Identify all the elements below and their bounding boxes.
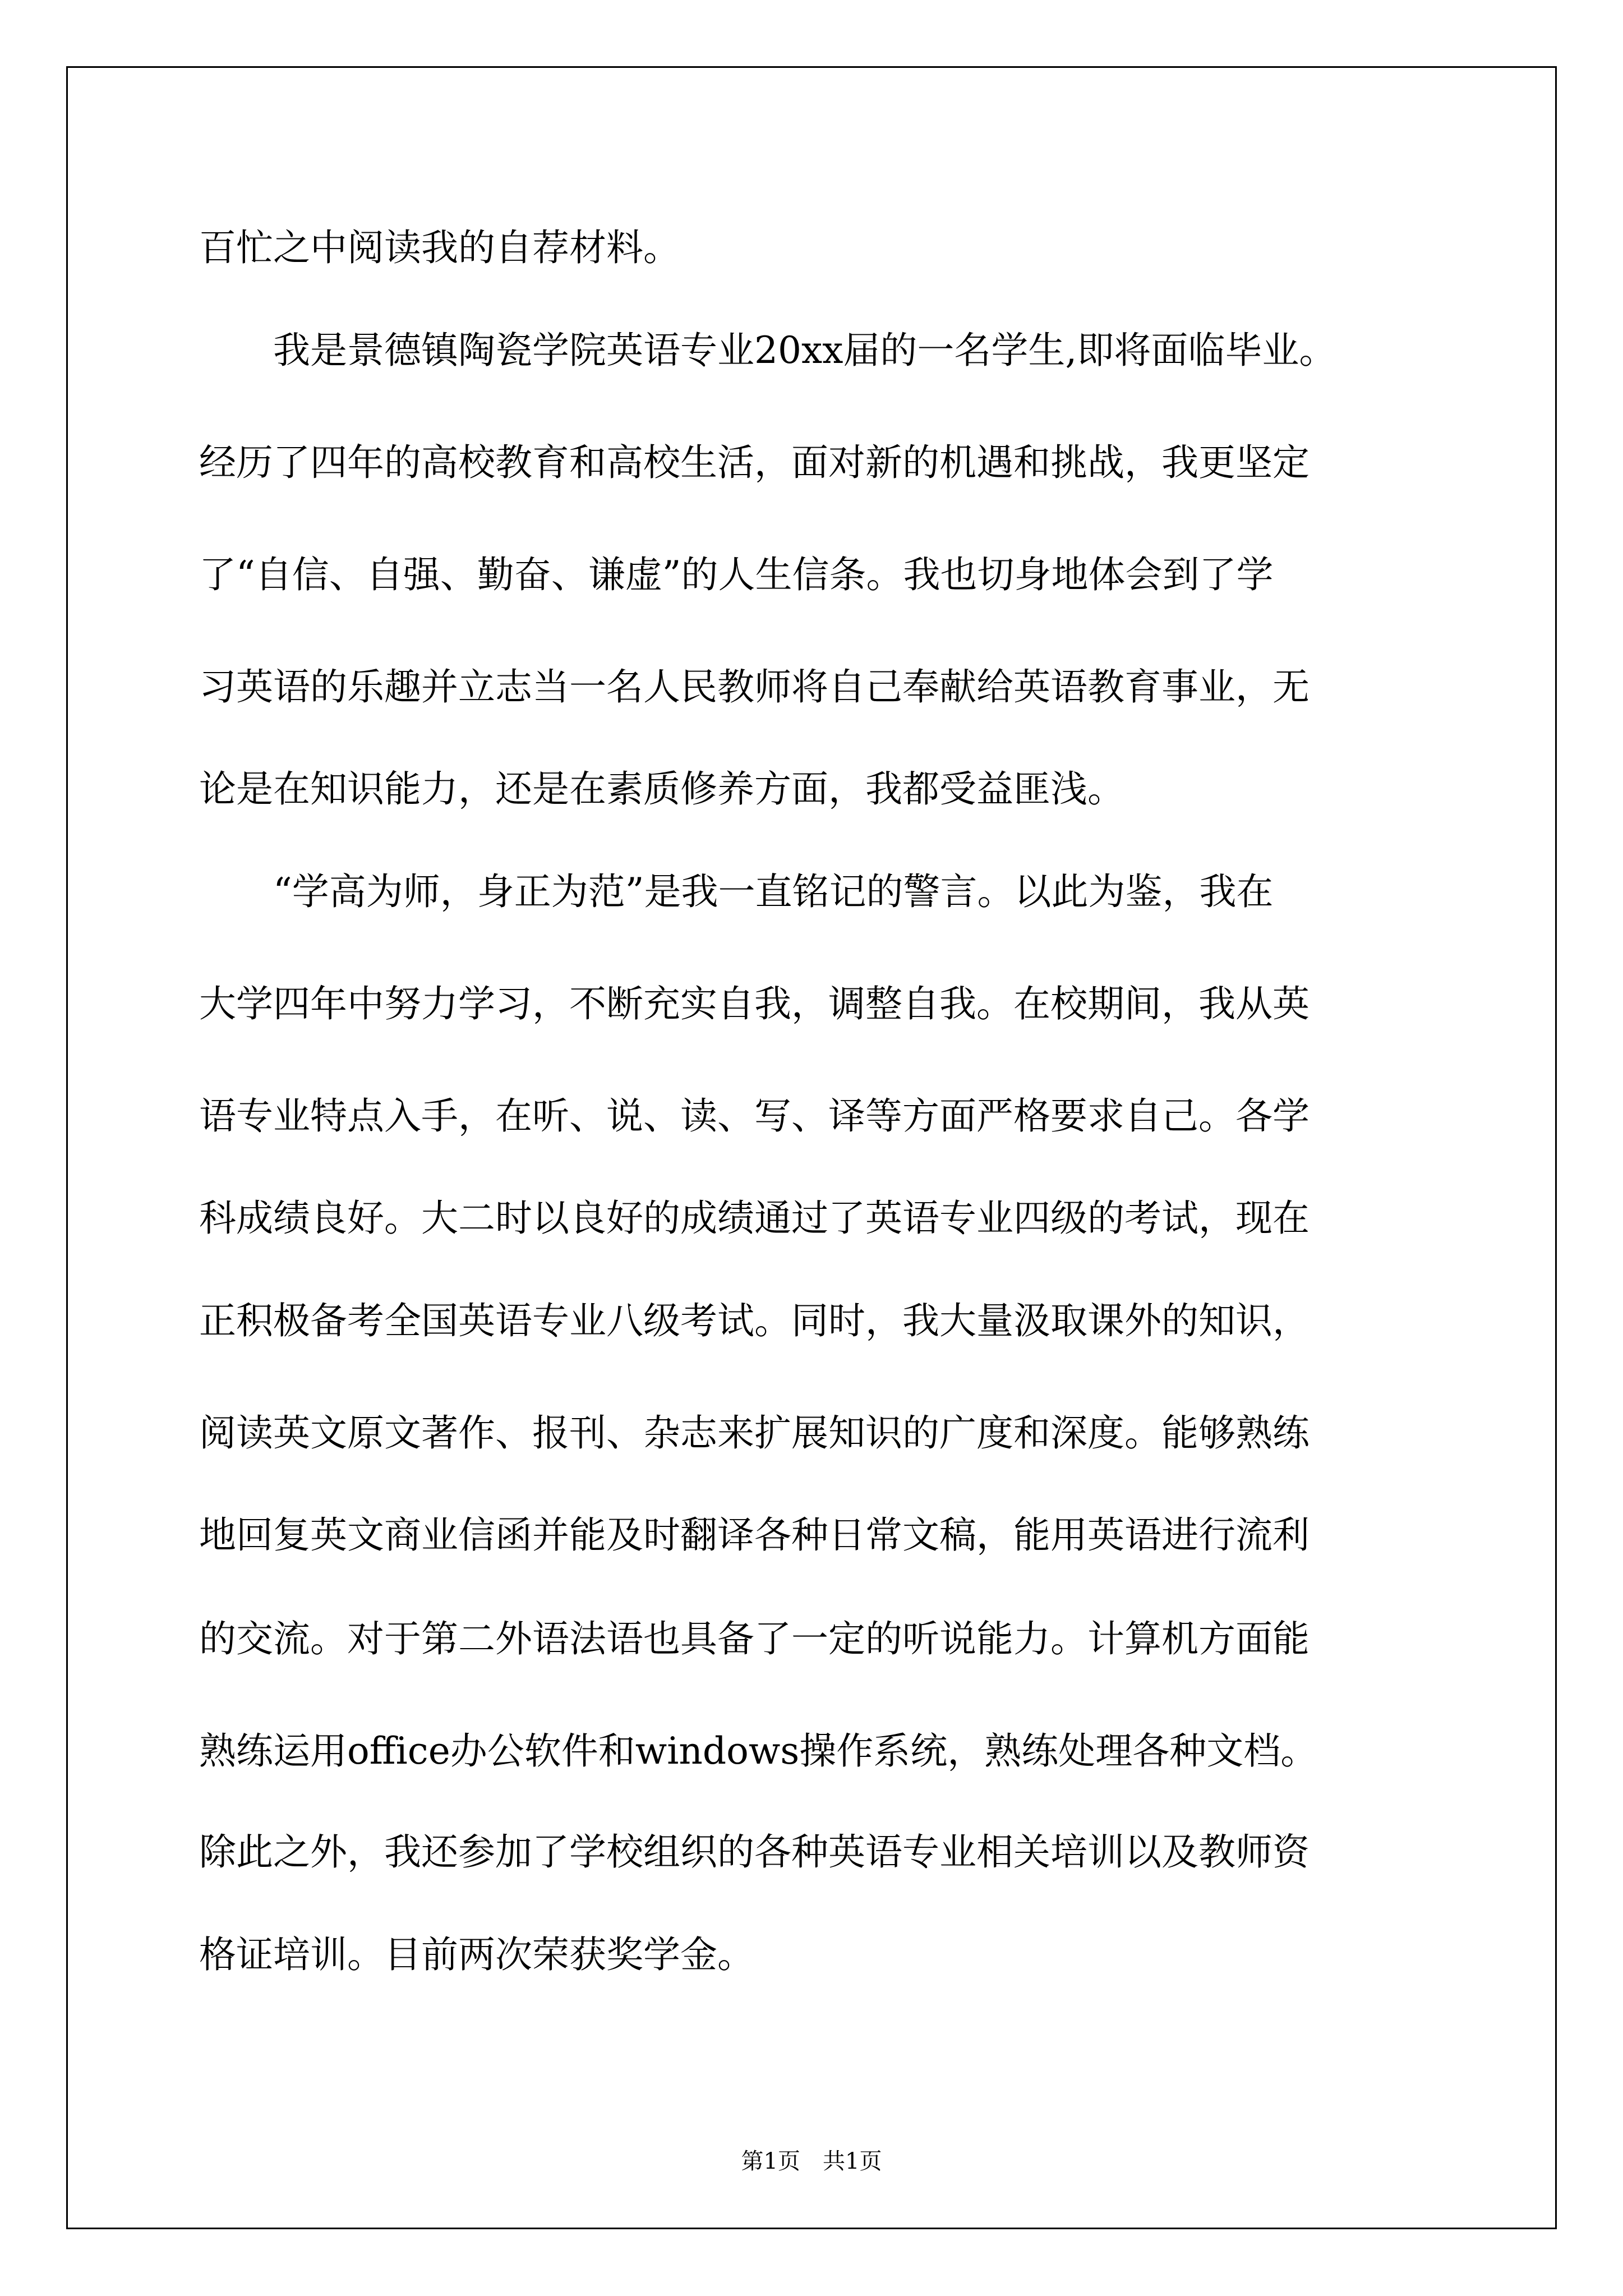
text-line-17: 格证培训。目前两次荣获奖学金。 xyxy=(199,1933,754,1976)
text-line-16: 除此之外，我还参加了学校组织的各种英语专业相关培训以及教师资 xyxy=(199,1830,1310,1874)
text-line-3: 经历了四年的高校教育和高校生活，面对新的机遇和挑战，我更坚定 xyxy=(199,441,1310,484)
text-line-7: “学高为师，身正为范”是我一直铭记的警言。以此为鉴，我在 xyxy=(199,870,1274,913)
text-line-15: 熟练运用office办公软件和windows操作系统，熟练处理各种文档。 xyxy=(199,1729,1318,1773)
text-line-4: 了“自信、自强、勤奋、谦虚”的人生信条。我也切身地体会到了学 xyxy=(199,553,1274,596)
text-line-5: 习英语的乐趣并立志当一名人民教师将自己奉献给英语教育事业，无 xyxy=(199,665,1310,708)
text-line-9: 语专业特点入手，在听、说、读、写、译等方面严格要求自己。各学 xyxy=(199,1094,1310,1138)
text-line-13: 地回复英文商业信函并能及时翻译各种日常文稿，能用英语进行流利 xyxy=(199,1513,1310,1557)
text-line-8: 大学四年中努力学习，不断充实自我，调整自我。在校期间，我从英 xyxy=(199,982,1310,1025)
text-line-11: 正积极备考全国英语专业八级考试。同时，我大量汲取课外的知识， xyxy=(199,1299,1310,1342)
text-line-12: 阅读英文原文著作、报刊、杂志来扩展知识的广度和深度。能够熟练 xyxy=(199,1411,1310,1455)
page-border xyxy=(66,66,1557,2229)
page-number-footer: 第1页 共1页 xyxy=(741,2148,882,2174)
text-line-2: 我是景德镇陶瓷学院英语专业20xx届的一名学生,即将面临毕业。 xyxy=(199,329,1336,372)
text-line-6: 论是在知识能力，还是在素质修养方面，我都受益匪浅。 xyxy=(199,767,1124,811)
text-line-14: 的交流。对于第二外语法语也具备了一定的听说能力。计算机方面能 xyxy=(199,1617,1310,1660)
text-line-10: 科成绩良好。大二时以良好的成绩通过了英语专业四级的考试，现在 xyxy=(199,1197,1310,1240)
text-line-1: 百忙之中阅读我的自荐材料。 xyxy=(199,226,680,269)
